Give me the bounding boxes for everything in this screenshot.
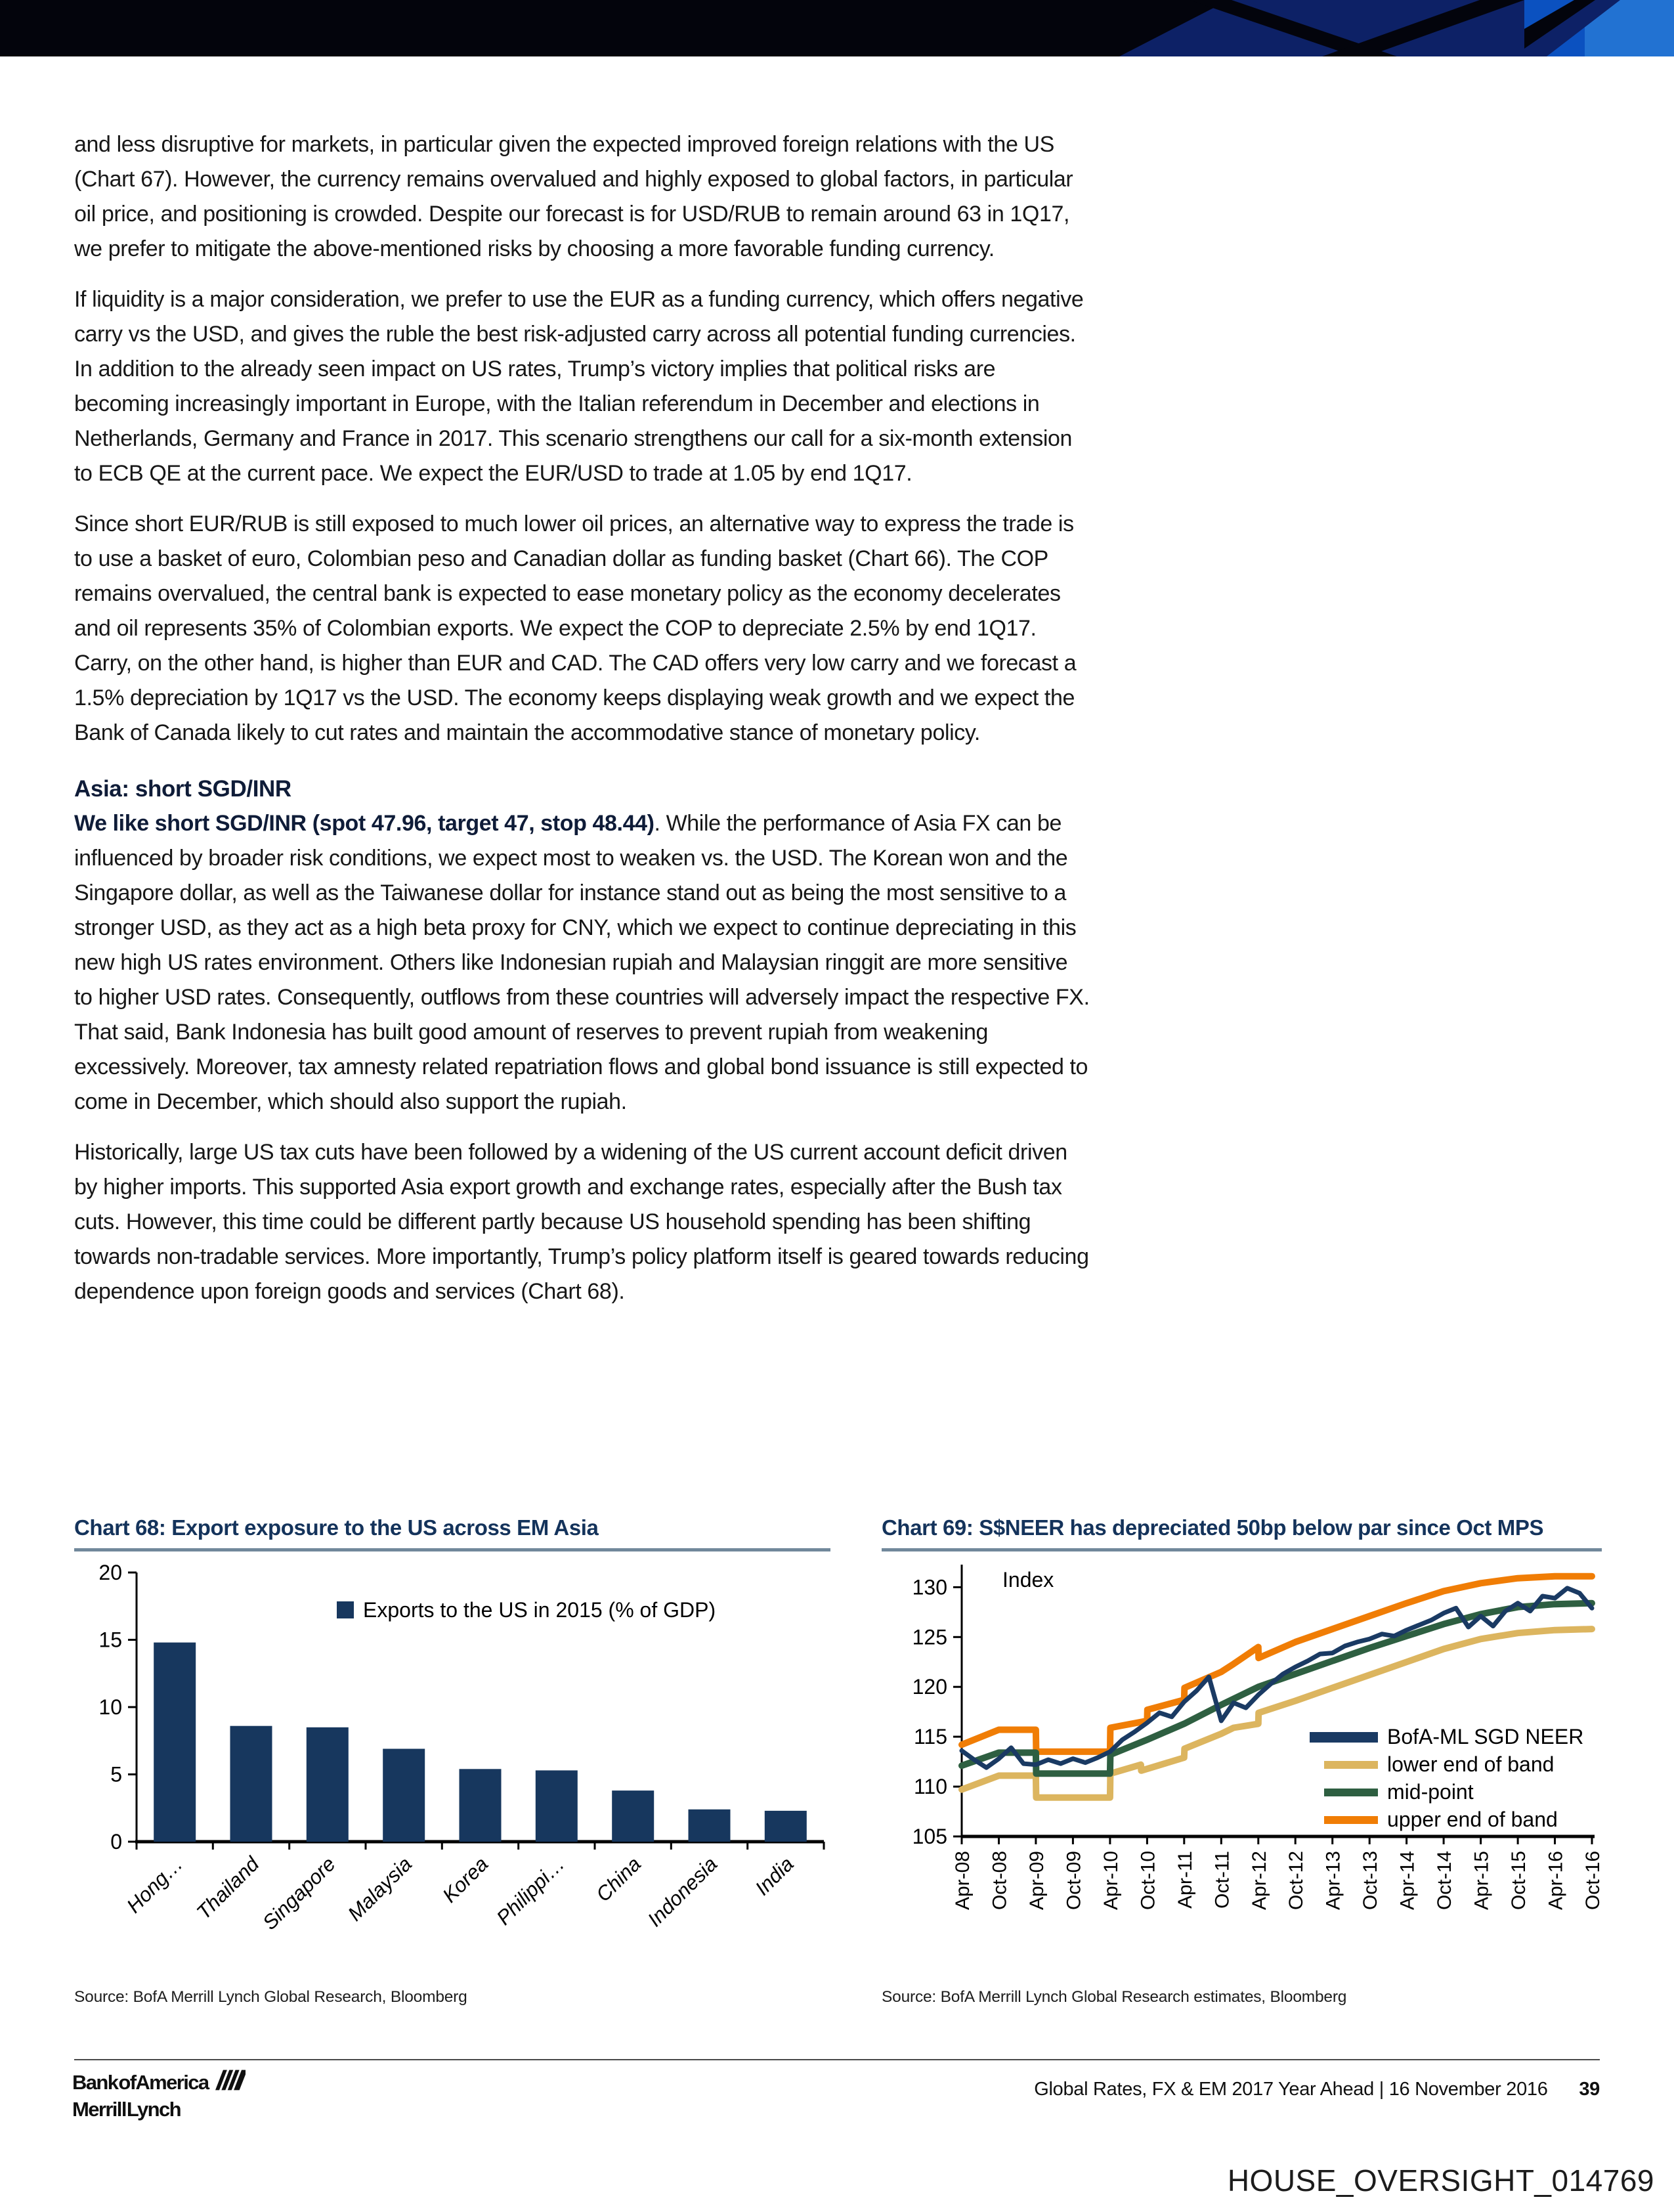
svg-text:115: 115 [913, 1725, 947, 1749]
footer-doc-info [1034, 2079, 1600, 2100]
paragraph: Since short EUR/RUB is still exposed to much lower oil prices, an alternative way to express the trade is to use a basket of euro, Colombian peso and Canadian dollar as funding basket (Chart 66). The COP remains overvalued, the central bank is expected to ease monetary policy as the economy decelerates and oil represents 35% of Colombian exports. We expect the COP to depreciate 2.5% by end 1Q17. Carry, on the other hand, is higher than EUR and CAD. The CAD offers very low carry and we forecast a 1.5% depreciation by 1Q17 vs the USD. The economy keeps displaying weak growth and we expect the Bank of Canada likely to cut rates and maintain the accommodative stance of monetary policy. [74, 511, 1077, 745]
svg-text:125: 125 [912, 1625, 947, 1649]
svg-text:Apr-14: Apr-14 [1396, 1851, 1419, 1911]
svg-text:Thailand: Thailand [192, 1852, 264, 1924]
svg-text:mid-point: mid-point [1387, 1780, 1474, 1804]
logo-line2: Merrill Lynch [72, 2098, 181, 2121]
footer-doc-title: Global Rates, FX & EM 2017 Year Ahead [1034, 2079, 1374, 2100]
footer-separator: | [1379, 2079, 1384, 2100]
chart-68-section [74, 1514, 830, 2006]
paragraph [74, 806, 1090, 1119]
svg-text:Malaysia: Malaysia [343, 1852, 417, 1926]
svg-text:Oct-08: Oct-08 [989, 1851, 1011, 1911]
svg-text:10: 10 [98, 1695, 122, 1720]
section-heading: Asia: short SGD/INR [74, 776, 291, 802]
svg-text:BofA-ML SGD NEER: BofA-ML SGD NEER [1387, 1725, 1584, 1749]
watermark: HOUSE_OVERSIGHT_014769 [1227, 2163, 1654, 2198]
svg-text:upper end of band: upper end of band [1387, 1808, 1558, 1832]
svg-text:Oct-12: Oct-12 [1285, 1851, 1308, 1911]
page-number: 39 [1579, 2079, 1600, 2100]
svg-text:Oct-11: Oct-11 [1211, 1851, 1234, 1909]
svg-text:Apr-12: Apr-12 [1248, 1851, 1270, 1911]
svg-text:Indonesia: Indonesia [643, 1852, 722, 1932]
svg-text:China: China [591, 1852, 646, 1907]
svg-text:Oct-09: Oct-09 [1063, 1851, 1085, 1911]
chart-source: Source: BofA Merrill Lynch Global Research, Bloomberg [74, 1988, 467, 2006]
logo-line1: Bank of America [72, 2071, 209, 2094]
svg-text:Philippi…: Philippi… [492, 1852, 569, 1930]
svg-text:lower end of band: lower end of band [1387, 1752, 1555, 1777]
svg-text:India: India [750, 1852, 798, 1900]
bar-chart [74, 1558, 830, 1982]
charts-row [74, 1514, 1602, 2006]
svg-text:120: 120 [912, 1675, 947, 1699]
svg-text:Oct-16: Oct-16 [1582, 1851, 1602, 1911]
paragraph: If liquidity is a major consideration, we prefer to use the EUR as a funding currency, which offers negative carry vs the USD, and gives the ruble the best risk-adjusted carry across all potential funding currencies. In addition to the already seen impact on US rates, Trump’s victory implies that political risks are becoming increasingly important in Europe, with the Italian referendum in December and elections in Netherlands, Germany and France in 2017. This scenario strengthens our call for a six-month extension to ECB QE at the current pace. We expect the EUR/USD to trade at 1.05 by end 1Q17. [74, 287, 1084, 486]
text-column [74, 127, 1090, 1325]
paragraph: and less disruptive for markets, in particular given the expected improved foreign relations with the US (Chart 67). However, the currency remains overvalued and highly exposed to global factors, in particular oil price, and positioning is crowded. Despite our forecast is for USD/RUB to remain around 63 in 1Q17, we prefer to mitigate the above-mentioned risks by choosing a more favorable funding currency. [74, 132, 1073, 261]
paragraph: Historically, large US tax cuts have been followed by a widening of the US current account deficit driven by higher imports. This supported Asia export growth and exchange rates, especially after the Bush tax cuts. However, this time could be different partly because US household spending has been shifting towards non-tradable services. More importantly, Trump’s policy platform itself is geared towards reducing dependence upon foreign goods and services (Chart 68). [74, 1140, 1089, 1304]
svg-text:110: 110 [913, 1775, 947, 1799]
line-chart [882, 1558, 1602, 1982]
svg-text:15: 15 [98, 1628, 122, 1652]
header-banner [0, 0, 1674, 56]
paragraph-text: . While the performance of Asia FX can be influenced by broader risk conditions, we expect most to weaken vs. the USD. The Korean won and the Singapore dollar, as well as the Taiwanese dollar for instance stand out as being the most sensitive to a stronger USD, as they act as a high beta proxy for CNY, which we expect to continue depreciating in this new high US rates environment. Others like Indonesian rupiah and Malaysian ringgit are more sensitive to higher USD rates. Consequently, outflows from these countries will adversely impact the respective FX. That said, Bank Indonesia has built good amount of reserves to prevent rupiah from weakening excessively. Moreover, tax amnesty related repatriation flows and global bond issuance is still expected to come in December, which should also support the rupiah. [74, 811, 1090, 1114]
svg-text:105: 105 [912, 1825, 947, 1849]
bofa-flag-icon [215, 2070, 246, 2098]
footer-date: 16 November 2016 [1388, 2079, 1548, 2100]
svg-text:Oct-13: Oct-13 [1360, 1851, 1382, 1911]
svg-text:0: 0 [110, 1830, 122, 1854]
svg-text:Index: Index [1002, 1568, 1054, 1592]
footer-divider [74, 2059, 1600, 2060]
svg-text:Apr-08: Apr-08 [952, 1851, 974, 1911]
svg-text:Oct-14: Oct-14 [1434, 1851, 1456, 1911]
svg-text:Singapore: Singapore [258, 1852, 340, 1935]
svg-text:Apr-10: Apr-10 [1100, 1851, 1122, 1911]
svg-text:Hong…: Hong… [122, 1852, 188, 1918]
chart-69-section [882, 1514, 1602, 2006]
svg-text:Apr-16: Apr-16 [1545, 1851, 1567, 1911]
svg-text:Exports to the US in 2015 (% o: Exports to the US in 2015 (% of GDP) [363, 1598, 716, 1622]
svg-text:Apr-09: Apr-09 [1025, 1851, 1048, 1911]
svg-text:Oct-10: Oct-10 [1137, 1851, 1159, 1911]
svg-text:Apr-15: Apr-15 [1470, 1851, 1493, 1911]
svg-text:Korea: Korea [438, 1852, 493, 1907]
bofa-ml-logo [72, 2070, 246, 2124]
banner-art [0, 0, 1674, 56]
chart-title: Chart 69: S$NEER has depreciated 50bp below par since Oct MPS [882, 1514, 1602, 1551]
svg-text:Apr-11: Apr-11 [1174, 1851, 1196, 1909]
svg-text:20: 20 [98, 1561, 122, 1585]
chart-source: Source: BofA Merrill Lynch Global Research estimates, Bloomberg [882, 1988, 1347, 2006]
svg-text:5: 5 [110, 1762, 122, 1787]
chart-title: Chart 68: Export exposure to the US across EM Asia [74, 1514, 830, 1551]
trade-recommendation: We like short SGD/INR (spot 47.96, target 47, stop 48.44) [74, 811, 655, 836]
svg-text:130: 130 [912, 1575, 947, 1599]
svg-text:Oct-15: Oct-15 [1508, 1851, 1530, 1911]
svg-text:Apr-13: Apr-13 [1322, 1851, 1344, 1911]
